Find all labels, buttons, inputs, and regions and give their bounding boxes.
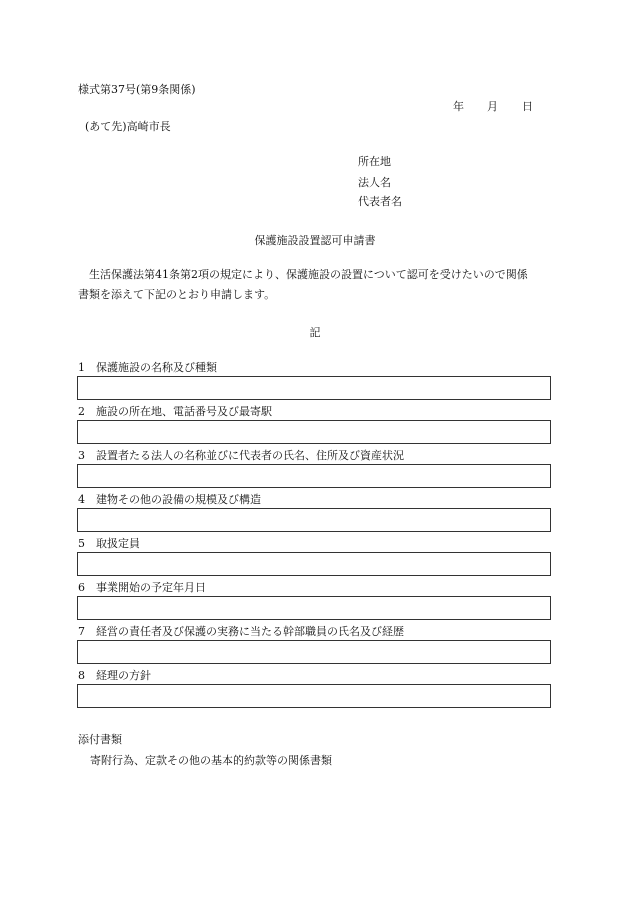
statement-line-1: 生活保護法第41条第2項の規定により、保護施設の設置について認可を受けたいので関係 [89,268,528,281]
item-2-label [78,406,272,417]
item-number: 7 [78,625,85,638]
item-number: 4 [78,493,85,506]
application-statement [78,265,558,305]
item-3-label [78,450,404,461]
item-text: 取扱定員 [96,537,140,550]
item-1-field[interactable] [77,376,551,400]
item-text: 設置者たる法人の名称並びに代表者の氏名、住所及び資産状況 [96,449,404,462]
item-text: 保護施設の名称及び種類 [96,361,217,374]
date-year-label: 年 [453,100,464,113]
form-number: 様式第37号(第9条関係) [78,83,196,96]
item-8-label [78,670,151,681]
item-7-label [78,626,404,637]
item-text: 事業開始の予定年月日 [96,581,206,594]
applicant-representative-label: 代表者名 [358,195,402,208]
item-3-field[interactable] [77,464,551,488]
item-4-label [78,494,261,505]
item-text: 経理の方針 [96,669,151,682]
statement-line-2: 書類を添えて下記のとおり申請します。 [78,288,276,301]
item-5-label [78,538,140,549]
item-6-label [78,582,206,593]
date-day-label: 日 [522,100,533,113]
item-4-field[interactable] [77,508,551,532]
item-text: 建物その他の設備の規模及び構造 [96,493,261,506]
applicant-corp-name-label: 法人名 [358,176,391,189]
item-text: 施設の所在地、電話番号及び最寄駅 [96,405,272,418]
item-8-field[interactable] [77,684,551,708]
item-number: 2 [78,405,85,418]
item-5-field[interactable] [77,552,551,576]
document-title: 保護施設設置認可申請書 [254,234,376,247]
item-number: 8 [78,669,85,682]
item-1-label [78,362,217,373]
item-number: 3 [78,449,85,462]
date-month-label: 月 [487,100,498,113]
item-7-field[interactable] [77,640,551,664]
item-number: 5 [78,537,85,550]
item-text: 経営の責任者及び保護の実務に当たる幹部職員の氏名及び経歴 [96,625,404,638]
attachments-text: 寄附行為、定款その他の基本的約款等の関係書類 [90,754,332,767]
ki-heading: 記 [309,326,321,339]
addressee: (あて先)高崎市長 [85,120,171,133]
attachments-heading: 添付書類 [78,733,122,746]
applicant-address-label: 所在地 [358,155,391,168]
item-number: 1 [78,361,85,374]
item-6-field[interactable] [77,596,551,620]
item-2-field[interactable] [77,420,551,444]
item-number: 6 [78,581,85,594]
